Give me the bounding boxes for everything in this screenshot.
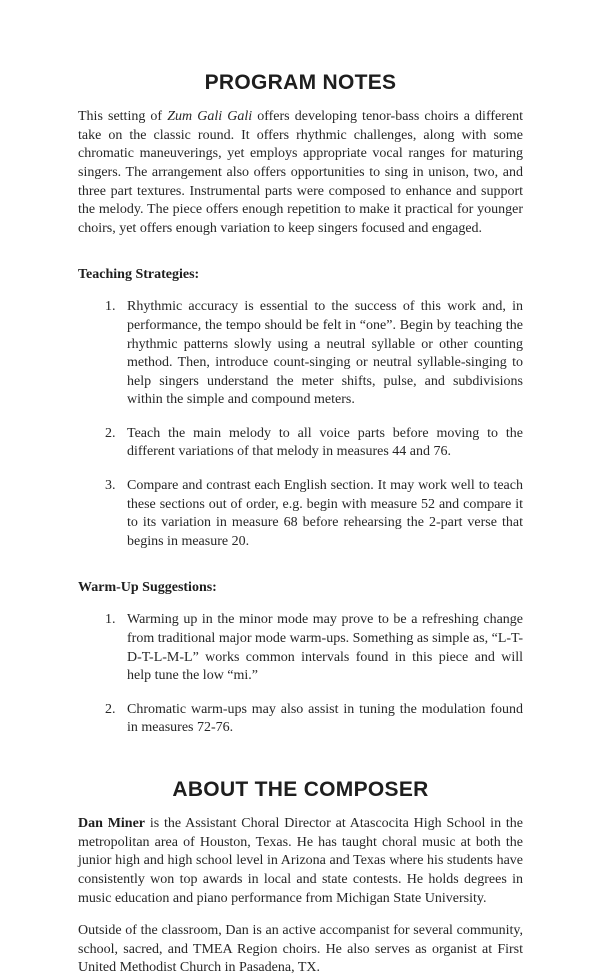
teaching-strategies-heading: Teaching Strategies: — [78, 267, 200, 283]
composer-paragraph-2: Outside of the classroom, Dan is an active accompanist for several community, school, sacred, and TMEA Region choirs. He also serves as organist at First United Methodist Church in Pasadena, TX. — [78, 923, 523, 976]
teaching-item-3 — [105, 477, 523, 551]
warmup-suggestions-heading: Warm-Up Suggestions: — [78, 580, 217, 596]
warmup-item-2 — [105, 701, 523, 738]
about-composer-title: ABOUT THE COMPOSER — [172, 778, 429, 801]
item-number: 3. — [105, 478, 116, 494]
intro-paragraph — [78, 108, 523, 238]
item-text: Rhythmic accuracy is essential to the success of this work and, in performance, the tempo should be felt in “one”. Begin by teaching the rhythmic patterns slowly using a neutral syllable or other counting method. Then, introduce count-singing or neutral syllable-singing to help singers understand the meter shifts, pulse, and subdivisions within the simple and compound meters. — [127, 299, 523, 408]
warmup-item-1 — [105, 611, 523, 685]
item-text: Chromatic warm-ups may also assist in tuning the modulation found in measures 72-76. — [127, 701, 523, 736]
program-notes-title: PROGRAM NOTES — [204, 71, 397, 94]
intro-text-pre: This setting of — [78, 109, 168, 125]
composer-paragraph-1 — [78, 815, 523, 908]
piece-title: Zum Gali Gali — [167, 109, 253, 125]
item-number: 2. — [105, 701, 116, 717]
teaching-item-1 — [105, 298, 523, 410]
teaching-item-2 — [105, 425, 523, 462]
composer-name: Dan Miner — [78, 816, 146, 832]
item-text: Warming up in the minor mode may prove to be a refreshing change from traditional major mode warm-ups. Something as simple as, “L-T-D-T-L-M-L” works common intervals found in this piece and will help tune the low “mi.” — [127, 612, 523, 684]
composer-bio-text: is the Assistant Choral Director at Atascocita High School in the metropolitan area of Houston, Texas. He has taught choral music at both the junior high and high school level in Arizona and Texas where his students have consistently won top awards in local and state contests. He holds degrees in music education and piano performance from Michigan State University. — [78, 816, 523, 906]
intro-text-post: offers developing tenor-bass choirs a different take on the classic round. It offers rhythmic challenges, along with some chromatic maneuverings, yet employs appropriate vocal ranges for maturing singers. The arrangement also offers opportunities to sing in unison, two, and three part textures. Instrumental parts were composed to enhance and support the melody. The piece offers enough repetition to make it practical for younger choirs, yet offers enough variation to keep singers focused and engaged. — [78, 109, 524, 236]
item-text: Teach the main melody to all voice parts before moving to the different variations of that melody in measures 44 and 76. — [127, 425, 523, 460]
item-number: 1. — [105, 299, 116, 315]
item-number: 2. — [105, 425, 116, 441]
item-text: Compare and contrast each English section. It may work well to teach these sections out of order, e.g. begin with measure 52 and compare it to its variation in measure 68 before rehearsing the 2-part verse that begins in measure 20. — [127, 478, 523, 549]
item-number: 1. — [105, 612, 116, 628]
